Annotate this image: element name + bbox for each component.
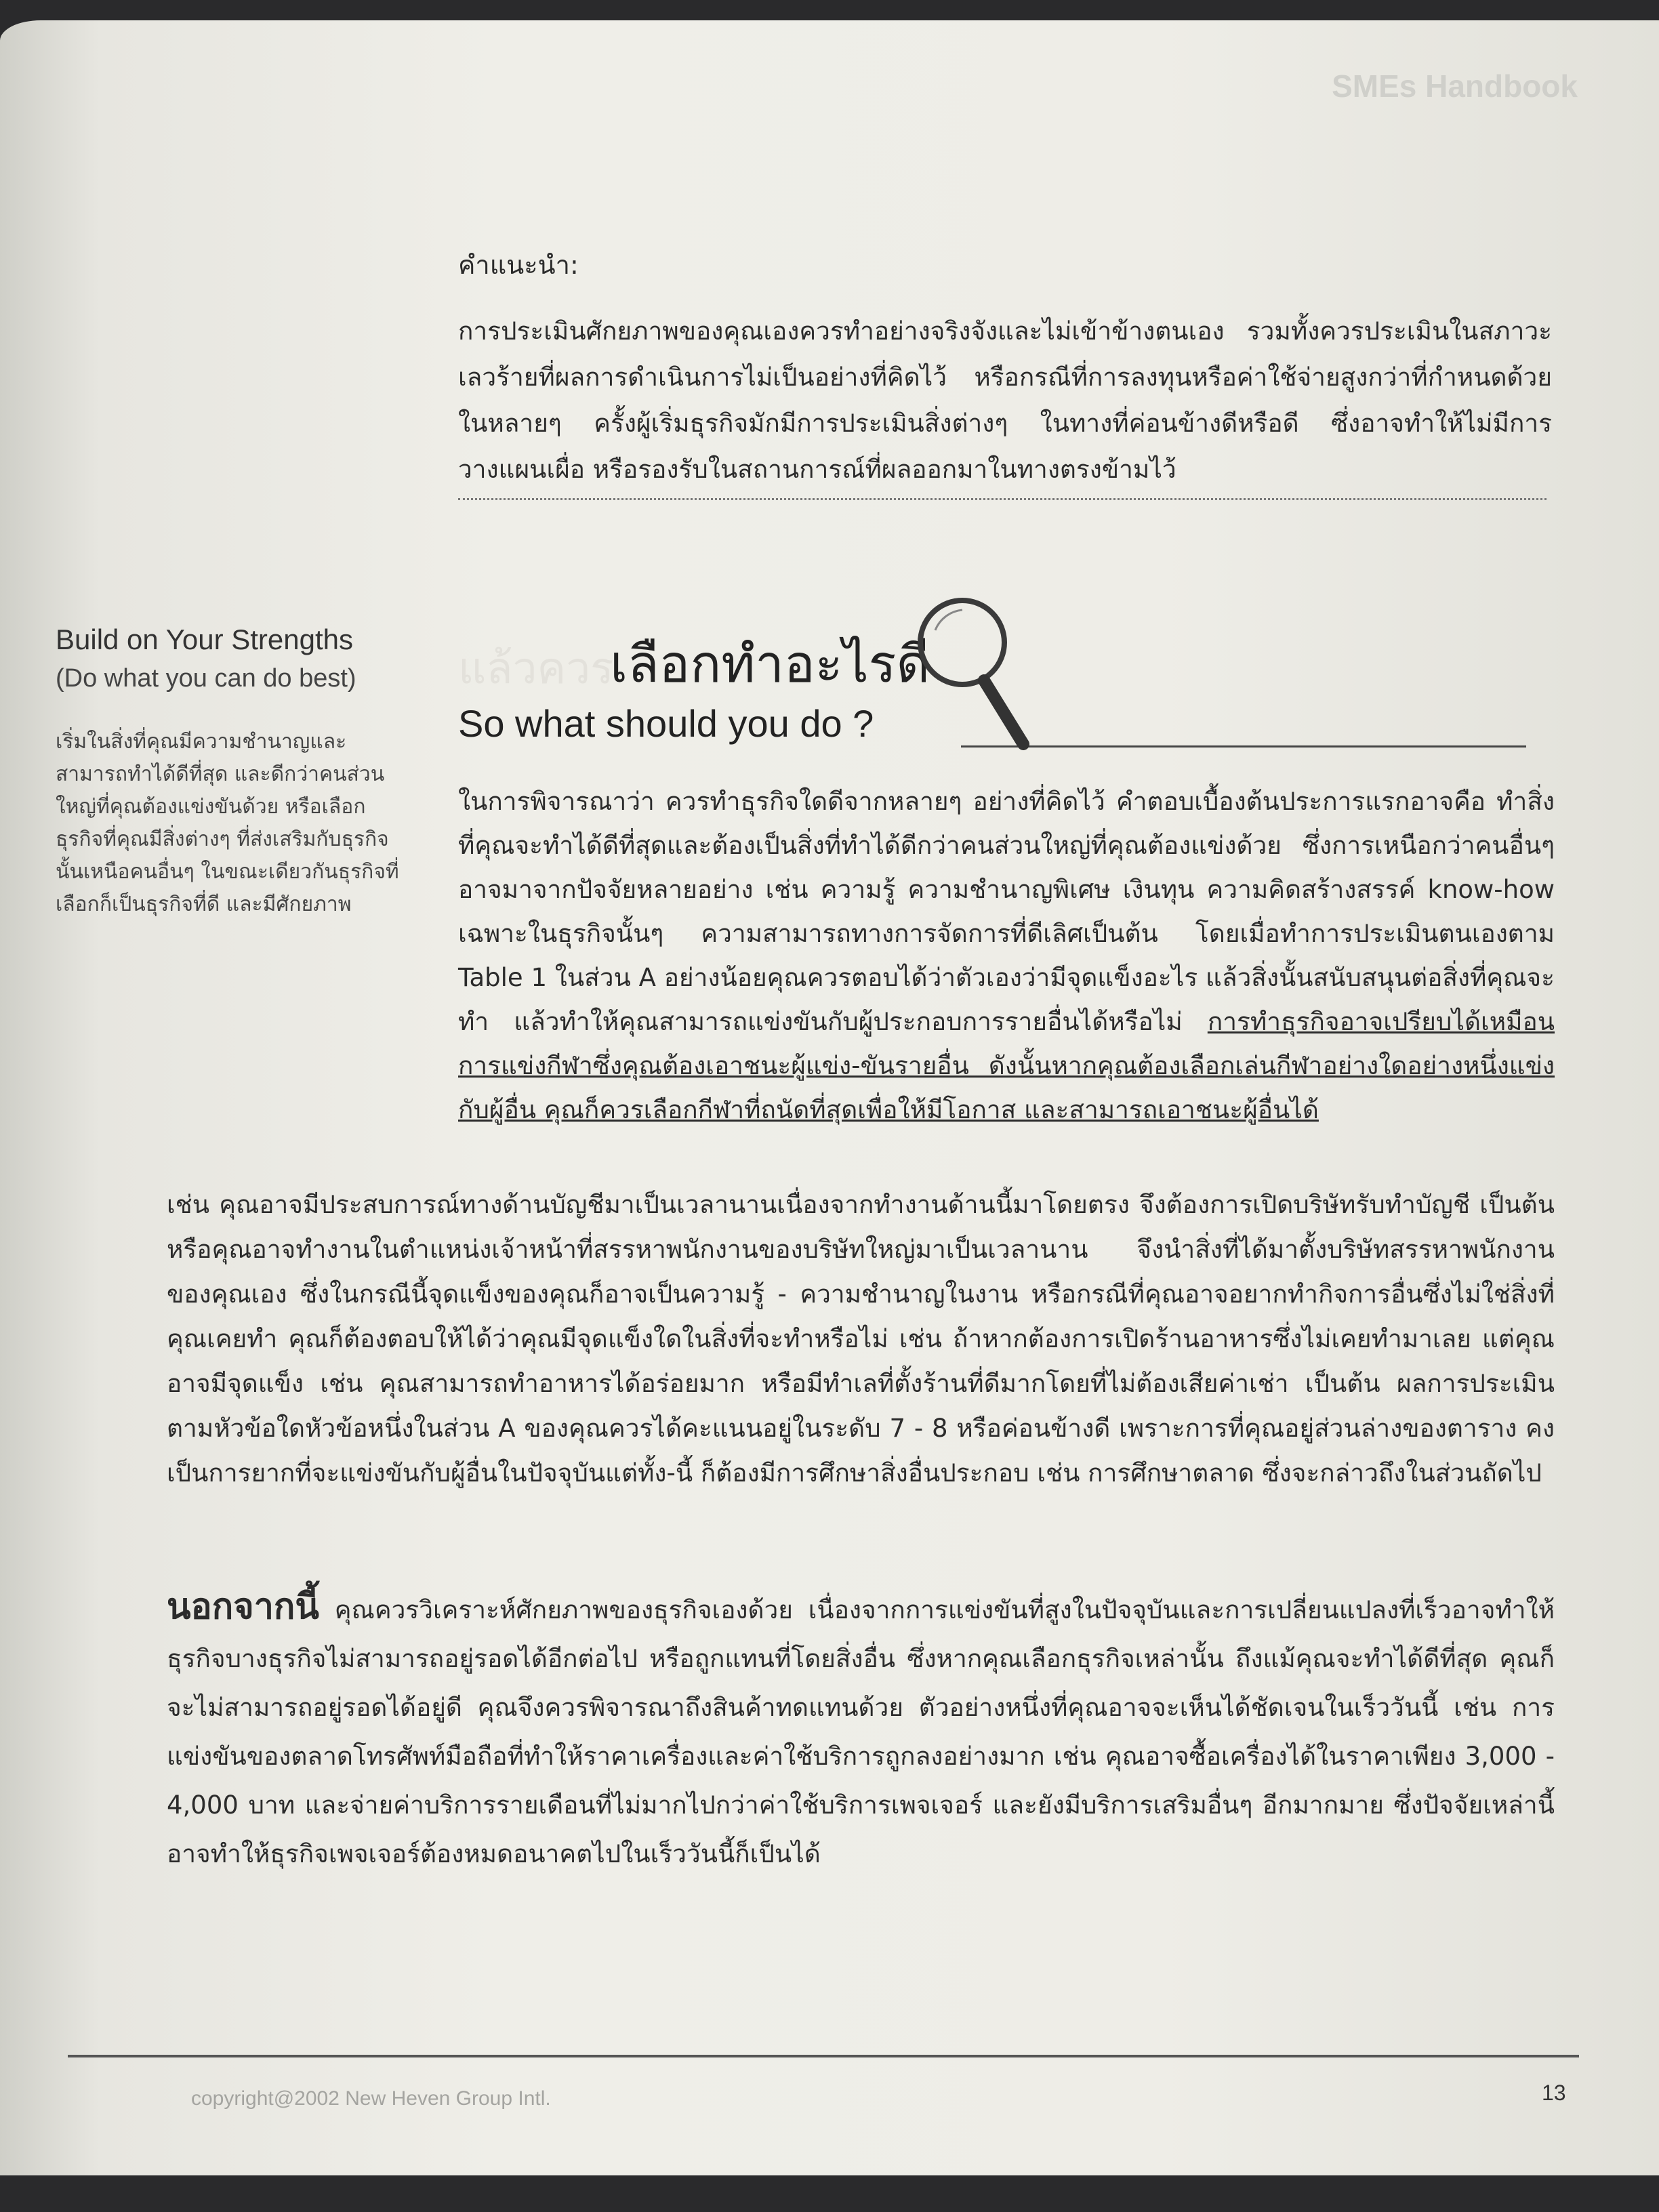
section-title-english: So what should you do ? <box>458 702 874 745</box>
dotted-divider <box>458 498 1547 500</box>
heading-underline <box>961 745 1526 747</box>
underlined-emphasis: การทำธุรกิจอาจเปรียบได้เหมือนการแข่งกีฬาซึ่งคุณต้องเอาชนะผู้แข่ง-ขันรายอื่น ดังนั้นหากคุณต้องเลือกเล่นกีฬาอย่างใดอย่างหนึ่งแข่งกับผู้อื่น คุณก็ควรเลือกกีฬาที่ถนัดที่สุดเพื่อให้มีโอกาส และสามารถเอาชนะผู้อื่นได้ <box>458 1007 1555 1124</box>
book-page <box>0 20 1659 2175</box>
body-paragraph-2: เช่น คุณอาจมีประสบการณ์ทางด้านบัญชีมาเป็นเวลานานเนื่องจากทำงานด้านนี้มาโดยตรง จึงต้องการเปิดบริษัทรับทำบัญชี เป็นต้น หรือคุณอาจทำงานในตำแหน่งเจ้าหน้าที่สรรหาพนักงานของบริษัทใหญ่มาเป็นเวลานาน จึงนำสิ่งที่ได้มาตั้งบริษัทสรรหาพนักงานของคุณเอง ซึ่งในกรณีนี้จุดแข็งของคุณก็อาจเป็นความรู้ - ความชำนาญในงาน หรือกรณีที่คุณอาจอยากทำกิจการอื่นซึ่งไม่ใช่สิ่งที่คุณเคยทำ คุณก็ต้องตอบให้ได้ว่าคุณมีจุดแข็งใดในสิ่งที่จะทำหรือไม่ เช่น ถ้าหากต้องการเปิดร้านอาหารซึ่งไม่เคยทำมาเลย แต่คุณอาจมีจุดแข็ง เช่น คุณสามารถทำอาหารได้อร่อยมาก หรือมีทำเลที่ตั้งร้านที่ดีมากโดยที่ไม่ต้องเสียค่าเช่า เป็นต้น ผลการประเมินตามหัวข้อใดหัวข้อหนึ่งในส่วน A ของคุณควรได้คะแนนอยู่ในระดับ 7 - 8 หรือค่อนข้างดี เพราะการที่คุณอยู่ส่วนล่างของตาราง คงเป็นการยากที่จะแข่งขันกับผู้อื่นในปัจจุบันแต่ทั้ง-นี้ ก็ต้องมีการศึกษาสิ่งอื่นประกอบ เช่น การศึกษาตลาด ซึ่งจะกล่าวถึงในส่วนถัดไป <box>167 1190 1555 1488</box>
body-paragraph-1 <box>458 779 1555 1132</box>
body-text: คุณควรวิเคราะห์ศักยภาพของธุรกิจเองด้วย เนื่องจากการแข่งขันที่สูงในปัจจุบันและการเปลี่ยนแปลงที่เร็วอาจทำให้ธุรกิจบางธุรกิจไม่สามารถอยู่รอดได้อีกต่อไป หรือถูกแทนที่โดยสิ่งอื่น ซึ่งหากคุณเลือกธุรกิจเหล่านั้น ถึงแม้คุณจะทำได้ดีที่สุด คุณก็จะไม่สามารถอยู่รอดได้อยู่ดี คุณจึงควรพิจารณาถึงสินค้าทดแทนด้วย ตัวอย่างหนึ่งที่คุณอาจจะเห็นได้ชัดเจนในเร็ววันนี้ เช่น การแข่งขันของตลาดโทรศัพท์มือถือที่ทำให้ราคาเครื่องและค่าใช้บริการถูกลงอย่างมาก เช่น คุณอาจซื้อเครื่องได้ในราคาเพียง 3,000 - 4,000 บาท และจ่ายค่าบริการรายเดือนที่ไม่มากไปกว่าค่าใช้บริการเพจเจอร์ และยังมีบริการเสริมอื่นๆ อีกมากมาย ซึ่งปัจจัยเหล่านี้อาจทำให้ธุรกิจเพจเจอร์ต้องหมดอนาคตไปในเร็ววันนี้ก็เป็นได้ <box>167 1595 1555 1868</box>
lead-word: นอกจากนี้ <box>167 1586 319 1627</box>
heading-ghost-text: แล้วควร <box>458 644 614 694</box>
footer-copyright: copyright@2002 New Heven Group Intl. <box>191 2087 551 2110</box>
page-number: 13 <box>1542 2081 1566 2105</box>
sidebar-note <box>56 620 408 921</box>
sidebar-text: เริ่มในสิ่งที่คุณมีความชำนาญและสามารถทำได้ดีที่สุด และดีกว่าคนส่วนใหญ่ที่คุณต้องแข่งขันด้วย หรือเลือกธุรกิจที่คุณมีสิ่งต่างๆ ที่ส่งเสริมกับธุรกิจนั้นเหนือคนอื่นๆ ในขณะเดียวกันธุรกิจที่เลือกก็เป็นธุรกิจที่ดี และมีศักยภาพ <box>56 730 399 916</box>
body-paragraph-3 <box>167 1582 1555 1879</box>
sidebar-title: Build on Your Strengths <box>56 623 353 655</box>
magnifier-icon <box>908 590 1037 752</box>
footer-rule <box>68 2055 1579 2057</box>
running-header: SMEs Handbook <box>1332 68 1578 104</box>
body-text: ในการพิจารณาว่า ควรทำธุรกิจใดดีจากหลายๆ อย่างที่คิดไว้ คำตอบเบื้องต้นประการแรกอาจคือ ทำสิ่งที่คุณจะทำได้ดีที่สุดและต้องเป็นสิ่งที่ทำได้ดีกว่าคนส่วนใหญ่ที่คุณต้องแข่งด้วย ซึ่งการเหนือกว่าคนอื่นๆ อาจมาจากปัจจัยหลายอย่าง เช่น ความรู้ ความชำนาญพิเศษ เงินทุน ความคิดสร้างสรรค์ know-how เฉพาะในธุรกิจนั้นๆ ความสามารถทางการจัดการที่ดีเลิศเป็นต้น โดยเมื่อทำการประเมินตนเองตาม Table 1 ในส่วน A อย่างน้อยคุณควรตอบได้ว่าตัวเองว่ามีจุดแข็งอะไร แล้วสิ่งนั้นสนับสนุนต่อสิ่งที่คุณจะทำ แล้วทำให้คุณสามารถแข่งขันกับผู้ประกอบการรายอื่นได้หรือไม่ <box>458 787 1555 1036</box>
sidebar-subtitle: (Do what you can do best) <box>56 664 356 693</box>
section-title-thai: เลือกทำอะไรดี <box>610 634 930 694</box>
advice-text: การประเมินศักยภาพของคุณเองควรทำอย่างจริงจังและไม่เข้าข้างตนเอง รวมทั้งควรประเมินในสภาวะเลวร้ายที่ผลการดำเนินการไม่เป็นอย่างที่คิดไว้ หรือกรณีที่การลงทุนหรือค่าใช้จ่ายสูงกว่าที่กำหนดด้วย ในหลายๆ ครั้งผู้เริ่มธุรกิจมักมีการประเมินสิ่งต่างๆ ในทางที่ค่อนข้างดีหรือดี ซึ่งอาจทำให้ไม่มีการวางแผนเผื่อ หรือรองรับในสถานการณ์ที่ผลออกมาในทางตรงข้ามไว้ <box>458 316 1552 484</box>
advice-label: คำแนะนำ: <box>458 250 579 280</box>
advice-box <box>458 244 1552 493</box>
